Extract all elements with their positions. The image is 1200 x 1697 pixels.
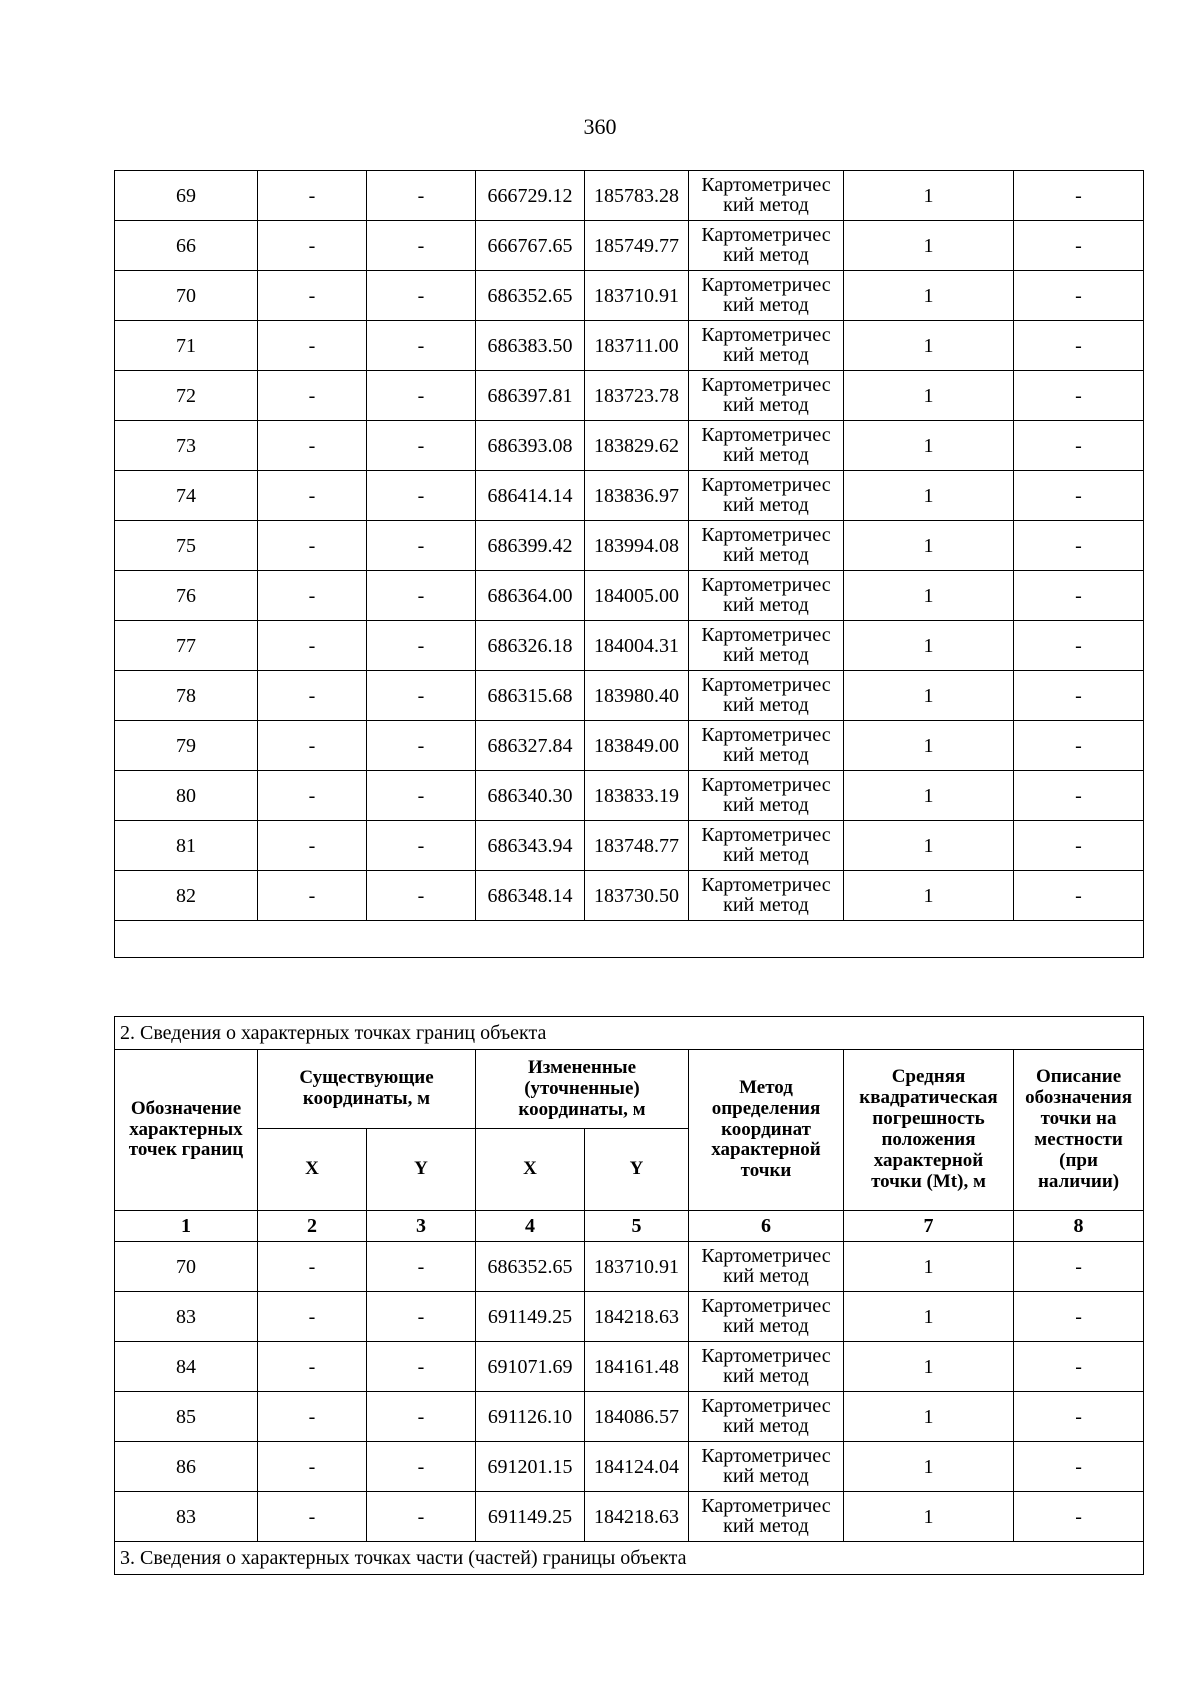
table-row	[115, 1242, 1144, 1292]
table-row	[115, 371, 1144, 421]
error-cell: 1	[844, 771, 1014, 821]
error-cell: 1	[844, 1492, 1014, 1542]
existing-y-cell: -	[367, 621, 476, 671]
existing-y-cell: -	[367, 1242, 476, 1292]
method-cell: Картометричес кий метод	[689, 1242, 844, 1292]
changed-y-cell: 184005.00	[585, 571, 689, 621]
top-table-body	[115, 171, 1144, 958]
table-row	[115, 171, 1144, 221]
table-row	[115, 721, 1144, 771]
existing-x-cell: -	[258, 221, 367, 271]
existing-y-cell: -	[367, 821, 476, 871]
description-cell: -	[1014, 1392, 1144, 1442]
method-cell: Картометричес кий метод	[689, 1442, 844, 1492]
table-row	[115, 521, 1144, 571]
description-cell: -	[1014, 1342, 1144, 1392]
existing-y-cell: -	[367, 721, 476, 771]
method-cell: Картометричес кий метод	[689, 771, 844, 821]
changed-y-cell: 184161.48	[585, 1342, 689, 1392]
changed-y-cell: 183829.62	[585, 421, 689, 471]
existing-y-cell: -	[367, 221, 476, 271]
point-number-cell: 83	[115, 1292, 258, 1342]
table-row	[115, 771, 1144, 821]
column-number: 3	[367, 1211, 476, 1242]
error-cell: 1	[844, 321, 1014, 371]
existing-y-cell: -	[367, 1492, 476, 1542]
method-cell: Картометричес кий метод	[689, 1492, 844, 1542]
description-cell: -	[1014, 271, 1144, 321]
changed-x-cell: 691126.10	[476, 1392, 585, 1442]
existing-x-cell: -	[258, 871, 367, 921]
error-cell: 1	[844, 421, 1014, 471]
changed-y-cell: 185783.28	[585, 171, 689, 221]
error-cell: 1	[844, 371, 1014, 421]
changed-y-cell: 184218.63	[585, 1492, 689, 1542]
description-cell: -	[1014, 1442, 1144, 1492]
table-row	[115, 621, 1144, 671]
column-number: 4	[476, 1211, 585, 1242]
header-changed-coordinates: Измененные (уточненные) координаты, м	[476, 1050, 689, 1129]
error-cell: 1	[844, 721, 1014, 771]
page-number: 360	[583, 114, 617, 139]
changed-x-cell: 686327.84	[476, 721, 585, 771]
point-number-cell: 74	[115, 471, 258, 521]
changed-y-cell: 183711.00	[585, 321, 689, 371]
column-number: 5	[585, 1211, 689, 1242]
point-number-cell: 66	[115, 221, 258, 271]
changed-x-cell: 686352.65	[476, 271, 585, 321]
description-cell: -	[1014, 671, 1144, 721]
existing-x-cell: -	[258, 1492, 367, 1542]
existing-x-cell: -	[258, 471, 367, 521]
error-cell: 1	[844, 1392, 1014, 1442]
point-number-cell: 82	[115, 871, 258, 921]
changed-x-cell: 686399.42	[476, 521, 585, 571]
method-cell: Картометричес кий метод	[689, 621, 844, 671]
changed-y-cell: 183723.78	[585, 371, 689, 421]
existing-y-cell: -	[367, 371, 476, 421]
changed-x-cell: 691149.25	[476, 1292, 585, 1342]
point-number-cell: 70	[115, 271, 258, 321]
table-row	[115, 1342, 1144, 1392]
column-number: 2	[258, 1211, 367, 1242]
description-cell: -	[1014, 1242, 1144, 1292]
description-cell: -	[1014, 321, 1144, 371]
existing-y-cell: -	[367, 321, 476, 371]
changed-x-cell: 691071.69	[476, 1342, 585, 1392]
table-row	[115, 321, 1144, 371]
changed-y-cell: 184086.57	[585, 1392, 689, 1442]
point-number-cell: 73	[115, 421, 258, 471]
changed-y-cell: 183980.40	[585, 671, 689, 721]
existing-y-cell: -	[367, 671, 476, 721]
column-number: 1	[115, 1211, 258, 1242]
existing-x-cell: -	[258, 421, 367, 471]
description-cell: -	[1014, 821, 1144, 871]
column-number: 6	[689, 1211, 844, 1242]
existing-y-cell: -	[367, 271, 476, 321]
changed-x-cell: 666729.12	[476, 171, 585, 221]
point-number-cell: 79	[115, 721, 258, 771]
error-cell: 1	[844, 221, 1014, 271]
existing-x-cell: -	[258, 521, 367, 571]
section-3-title: 3. Сведения о характерных точках части (частей) границы объекта	[115, 1542, 1144, 1575]
existing-x-cell: -	[258, 171, 367, 221]
description-cell: -	[1014, 571, 1144, 621]
error-cell: 1	[844, 471, 1014, 521]
column-numbers-row	[115, 1211, 1144, 1242]
existing-y-cell: -	[367, 171, 476, 221]
method-cell: Картометричес кий метод	[689, 671, 844, 721]
header-method: Метод определения координат характерной точки	[689, 1050, 844, 1211]
changed-x-cell: 686393.08	[476, 421, 585, 471]
header-mean-square-error: Средняя квадратическая погрешность положения характерной точки (Mt), м	[844, 1050, 1014, 1211]
changed-x-cell: 691201.15	[476, 1442, 585, 1492]
changed-x-cell: 686348.14	[476, 871, 585, 921]
changed-x-cell: 666767.65	[476, 221, 585, 271]
table-row	[115, 1442, 1144, 1492]
method-cell: Картометричес кий метод	[689, 321, 844, 371]
header-existing-x: X	[258, 1129, 367, 1211]
changed-x-cell: 686326.18	[476, 621, 585, 671]
point-number-cell: 77	[115, 621, 258, 671]
changed-y-cell: 183730.50	[585, 871, 689, 921]
boundary-points-table-continued	[114, 170, 1144, 958]
changed-x-cell: 691149.25	[476, 1492, 585, 1542]
error-cell: 1	[844, 1242, 1014, 1292]
changed-y-cell: 184004.31	[585, 621, 689, 671]
method-cell: Картометричес кий метод	[689, 1392, 844, 1442]
method-cell: Картометричес кий метод	[689, 571, 844, 621]
point-number-cell: 83	[115, 1492, 258, 1542]
description-cell: -	[1014, 721, 1144, 771]
table-row	[115, 471, 1144, 521]
error-cell: 1	[844, 821, 1014, 871]
error-cell: 1	[844, 671, 1014, 721]
existing-x-cell: -	[258, 671, 367, 721]
column-number: 7	[844, 1211, 1014, 1242]
method-cell: Картометричес кий метод	[689, 471, 844, 521]
description-cell: -	[1014, 771, 1144, 821]
description-cell: -	[1014, 1292, 1144, 1342]
table-row	[115, 1392, 1144, 1442]
changed-y-cell: 185749.77	[585, 221, 689, 271]
existing-y-cell: -	[367, 1442, 476, 1492]
table-row	[115, 821, 1144, 871]
error-cell: 1	[844, 171, 1014, 221]
method-cell: Картометричес кий метод	[689, 271, 844, 321]
changed-y-cell: 183748.77	[585, 821, 689, 871]
existing-x-cell: -	[258, 271, 367, 321]
changed-y-cell: 183710.91	[585, 1242, 689, 1292]
error-cell: 1	[844, 1342, 1014, 1392]
method-cell: Картометричес кий метод	[689, 371, 844, 421]
description-cell: -	[1014, 521, 1144, 571]
method-cell: Картометричес кий метод	[689, 871, 844, 921]
existing-x-cell: -	[258, 1242, 367, 1292]
method-cell: Картометричес кий метод	[689, 521, 844, 571]
empty-cell	[115, 921, 1144, 958]
table-row	[115, 221, 1144, 271]
description-cell: -	[1014, 421, 1144, 471]
existing-y-cell: -	[367, 1292, 476, 1342]
point-number-cell: 69	[115, 171, 258, 221]
description-cell: -	[1014, 471, 1144, 521]
method-cell: Картометричес кий метод	[689, 1292, 844, 1342]
existing-x-cell: -	[258, 571, 367, 621]
error-cell: 1	[844, 1292, 1014, 1342]
changed-y-cell: 183994.08	[585, 521, 689, 571]
point-number-cell: 70	[115, 1242, 258, 1292]
existing-x-cell: -	[258, 371, 367, 421]
changed-x-cell: 686383.50	[476, 321, 585, 371]
table-row	[115, 271, 1144, 321]
description-cell: -	[1014, 221, 1144, 271]
description-cell: -	[1014, 871, 1144, 921]
error-cell: 1	[844, 621, 1014, 671]
point-number-cell: 71	[115, 321, 258, 371]
changed-y-cell: 183833.19	[585, 771, 689, 821]
changed-x-cell: 686340.30	[476, 771, 585, 821]
existing-x-cell: -	[258, 1392, 367, 1442]
point-number-cell: 81	[115, 821, 258, 871]
error-cell: 1	[844, 571, 1014, 621]
changed-x-cell: 686343.94	[476, 821, 585, 871]
existing-x-cell: -	[258, 621, 367, 671]
header-changed-x: X	[476, 1129, 585, 1211]
error-cell: 1	[844, 871, 1014, 921]
existing-x-cell: -	[258, 1442, 367, 1492]
existing-y-cell: -	[367, 571, 476, 621]
existing-y-cell: -	[367, 771, 476, 821]
changed-y-cell: 183710.91	[585, 271, 689, 321]
point-number-cell: 75	[115, 521, 258, 571]
existing-x-cell: -	[258, 821, 367, 871]
table-row	[115, 421, 1144, 471]
method-cell: Картометричес кий метод	[689, 1342, 844, 1392]
table-row	[115, 871, 1144, 921]
existing-x-cell: -	[258, 721, 367, 771]
section-2-title: 2. Сведения о характерных точках границ объекта	[115, 1017, 1144, 1050]
table-row	[115, 1292, 1144, 1342]
existing-y-cell: -	[367, 871, 476, 921]
point-number-cell: 76	[115, 571, 258, 621]
point-number-cell: 78	[115, 671, 258, 721]
existing-y-cell: -	[367, 421, 476, 471]
error-cell: 1	[844, 1442, 1014, 1492]
existing-x-cell: -	[258, 1342, 367, 1392]
description-cell: -	[1014, 171, 1144, 221]
description-cell: -	[1014, 371, 1144, 421]
point-number-cell: 85	[115, 1392, 258, 1442]
changed-y-cell: 184124.04	[585, 1442, 689, 1492]
changed-y-cell: 184218.63	[585, 1292, 689, 1342]
table-row	[115, 571, 1144, 621]
table-row	[115, 1492, 1144, 1542]
existing-x-cell: -	[258, 321, 367, 371]
existing-y-cell: -	[367, 1342, 476, 1392]
description-cell: -	[1014, 1492, 1144, 1542]
point-number-cell: 80	[115, 771, 258, 821]
method-cell: Картометричес кий метод	[689, 171, 844, 221]
header-existing-y: Y	[367, 1129, 476, 1211]
header-changed-y: Y	[585, 1129, 689, 1211]
existing-x-cell: -	[258, 1292, 367, 1342]
changed-x-cell: 686364.00	[476, 571, 585, 621]
point-number-cell: 72	[115, 371, 258, 421]
section-2-boundary-points-table	[114, 1016, 1144, 1575]
method-cell: Картометричес кий метод	[689, 721, 844, 771]
error-cell: 1	[844, 521, 1014, 571]
existing-y-cell: -	[367, 521, 476, 571]
changed-y-cell: 183849.00	[585, 721, 689, 771]
point-number-cell: 84	[115, 1342, 258, 1392]
point-number-cell: 86	[115, 1442, 258, 1492]
method-cell: Картометричес кий метод	[689, 221, 844, 271]
changed-y-cell: 183836.97	[585, 471, 689, 521]
header-point-description: Описание обозначения точки на местности (при наличии)	[1014, 1050, 1144, 1211]
changed-x-cell: 686397.81	[476, 371, 585, 421]
header-point-designation: Обозначение характерных точек границ	[115, 1050, 258, 1211]
error-cell: 1	[844, 271, 1014, 321]
existing-y-cell: -	[367, 1392, 476, 1442]
method-cell: Картометричес кий метод	[689, 421, 844, 471]
header-existing-coordinates: Существующие координаты, м	[258, 1050, 476, 1129]
empty-row	[115, 921, 1144, 958]
bottom-table-body	[115, 1242, 1144, 1542]
changed-x-cell: 686315.68	[476, 671, 585, 721]
description-cell: -	[1014, 621, 1144, 671]
existing-x-cell: -	[258, 771, 367, 821]
existing-y-cell: -	[367, 471, 476, 521]
column-number: 8	[1014, 1211, 1144, 1242]
changed-x-cell: 686352.65	[476, 1242, 585, 1292]
changed-x-cell: 686414.14	[476, 471, 585, 521]
table-row	[115, 671, 1144, 721]
method-cell: Картометричес кий метод	[689, 821, 844, 871]
